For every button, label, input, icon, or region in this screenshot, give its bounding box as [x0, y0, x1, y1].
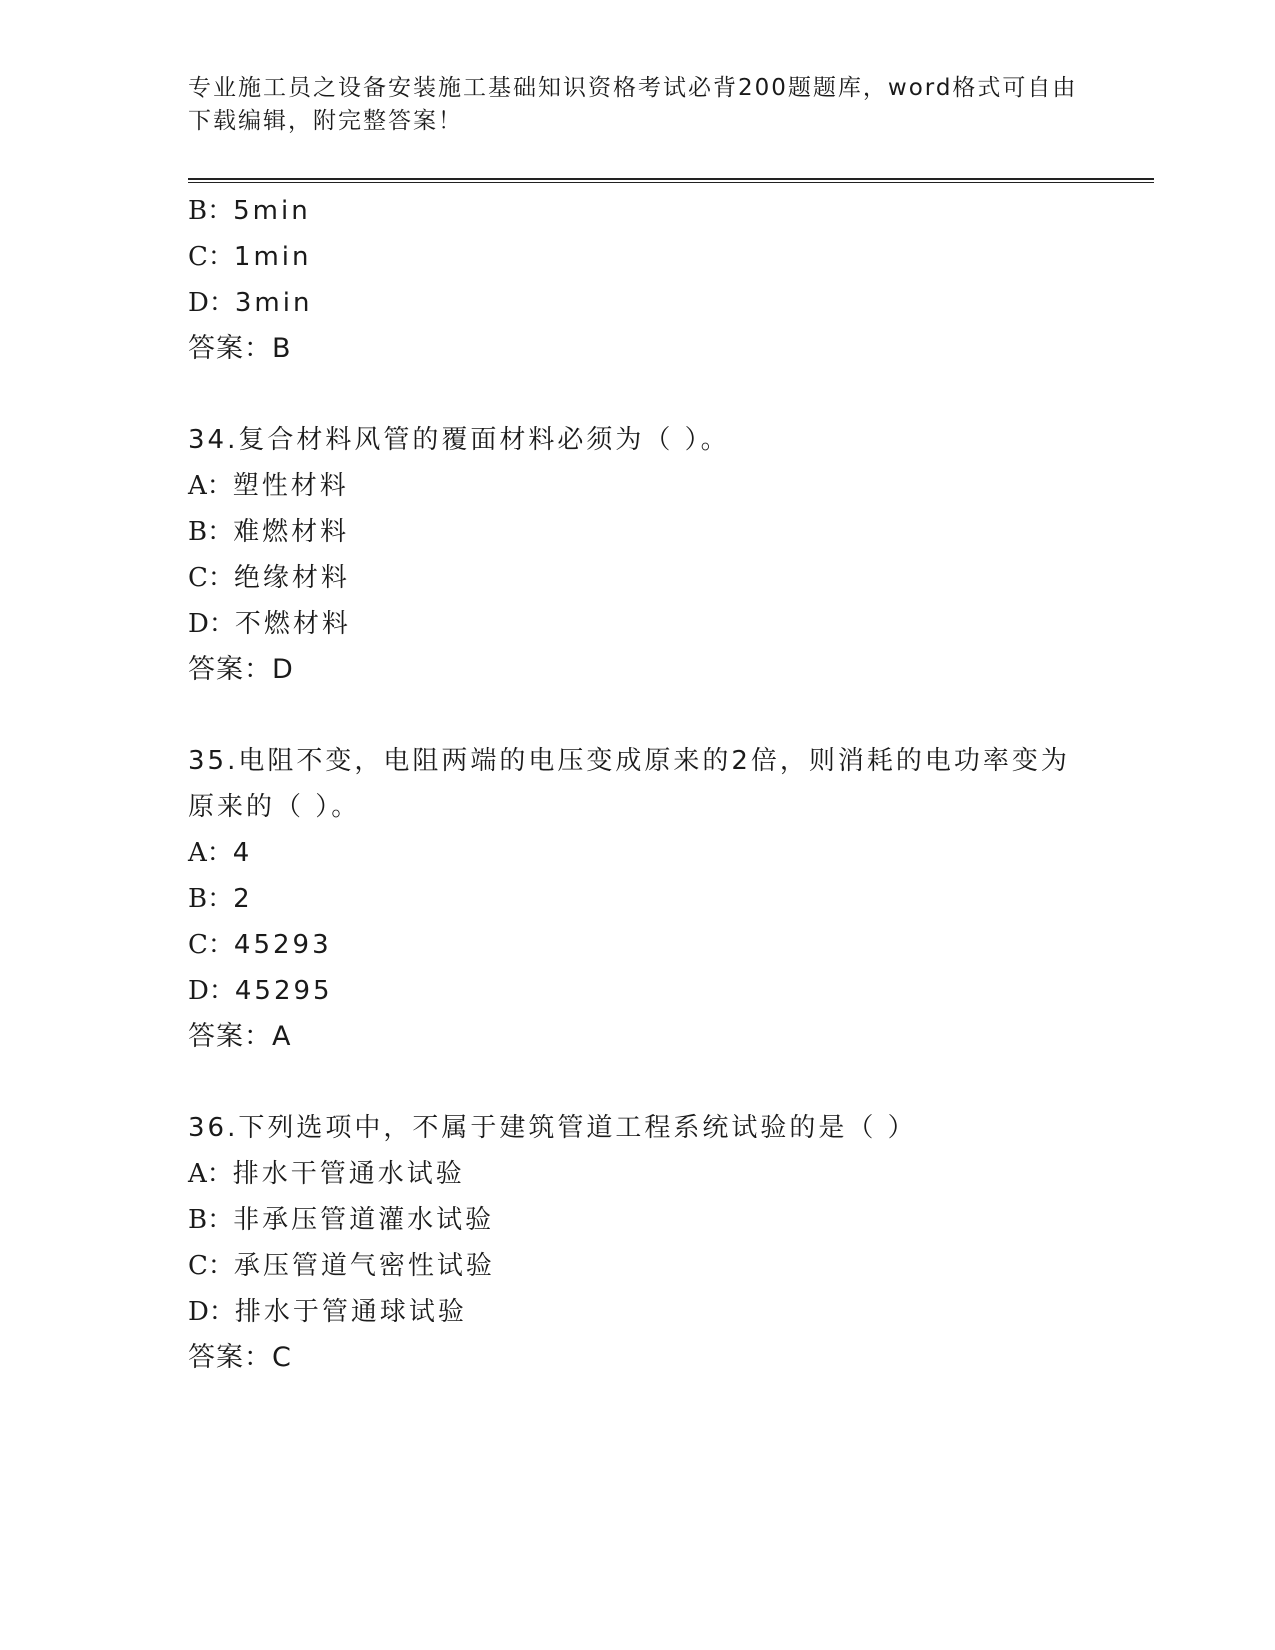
- header-line-2: 下载编辑，附完整答案！: [188, 108, 463, 134]
- header-divider-thin: [188, 182, 1154, 183]
- question-block: [188, 417, 1088, 693]
- question-title-continued: 原来的（ ）。: [188, 792, 361, 822]
- option-letter: B：: [188, 1205, 234, 1235]
- question-title: 34.复合材料风管的覆面材料必须为（ ）。: [188, 425, 730, 455]
- option-row: [188, 555, 1088, 601]
- answer-line: 答案：C: [188, 1342, 292, 1373]
- option-text: 2: [233, 884, 253, 914]
- option-row: [188, 1197, 1088, 1243]
- option-text: 绝缘材料: [233, 563, 350, 593]
- option-text: 不燃材料: [234, 609, 351, 639]
- option-row: [188, 509, 1088, 555]
- answer-line: 答案：D: [188, 654, 294, 685]
- option-row: [188, 922, 1088, 968]
- option-text: 4: [232, 838, 253, 868]
- option-letter: D：: [188, 609, 235, 639]
- answer-line: 答案：B: [188, 333, 292, 364]
- prev-question-block: [188, 188, 1088, 372]
- option-letter: A：: [188, 1159, 233, 1189]
- option-row: [188, 830, 1088, 876]
- option-letter: D：: [188, 976, 235, 1006]
- option-text: 非承压管道灌水试验: [233, 1205, 495, 1235]
- option-text: 45293: [233, 930, 332, 960]
- option-text: 1min: [233, 242, 312, 272]
- answer-line: 答案：A: [188, 1021, 292, 1052]
- option-letter: C：: [188, 242, 234, 272]
- question-block: [188, 738, 1088, 1060]
- option-letter: A：: [188, 471, 233, 501]
- option-row: [188, 234, 1088, 280]
- option-letter: D：: [188, 288, 235, 318]
- option-row: [188, 1243, 1088, 1289]
- option-text: 难燃材料: [233, 517, 350, 547]
- option-text: 5min: [233, 196, 311, 226]
- option-letter: C：: [188, 1251, 234, 1281]
- option-letter: C：: [188, 930, 234, 960]
- option-letter: C：: [188, 563, 234, 593]
- question-block: [188, 1105, 1088, 1381]
- option-letter: B：: [188, 196, 234, 226]
- option-letter: B：: [188, 517, 234, 547]
- option-letter: A：: [188, 838, 233, 868]
- option-row: [188, 280, 1088, 326]
- option-row: [188, 1289, 1088, 1335]
- option-row: [188, 188, 1088, 234]
- option-text: 3min: [234, 288, 313, 318]
- option-text: 承压管道气密性试验: [233, 1251, 495, 1281]
- option-row: [188, 463, 1088, 509]
- option-letter: B：: [188, 884, 234, 914]
- question-list: [188, 188, 1088, 1381]
- question-title: 36.下列选项中，不属于建筑管道工程系统试验的是（ ）: [188, 1113, 917, 1143]
- option-text: 45295: [234, 976, 333, 1006]
- option-text: 排水于管通球试验: [234, 1297, 467, 1327]
- option-text: 排水干管通水试验: [232, 1159, 465, 1189]
- option-text: 塑性材料: [232, 471, 349, 501]
- option-row: [188, 876, 1088, 922]
- option-row: [188, 601, 1088, 647]
- option-letter: D：: [188, 1297, 235, 1327]
- option-row: [188, 1151, 1088, 1197]
- header-divider-thick: [188, 178, 1154, 180]
- question-title: 35.电阻不变，电阻两端的电压变成原来的2倍，则消耗的电功率变为: [188, 746, 1070, 776]
- option-row: [188, 968, 1088, 1014]
- header-line-1: 专业施工员之设备安装施工基础知识资格考试必背200题题库，word格式可自由: [188, 75, 1078, 101]
- document-header: [188, 72, 1088, 138]
